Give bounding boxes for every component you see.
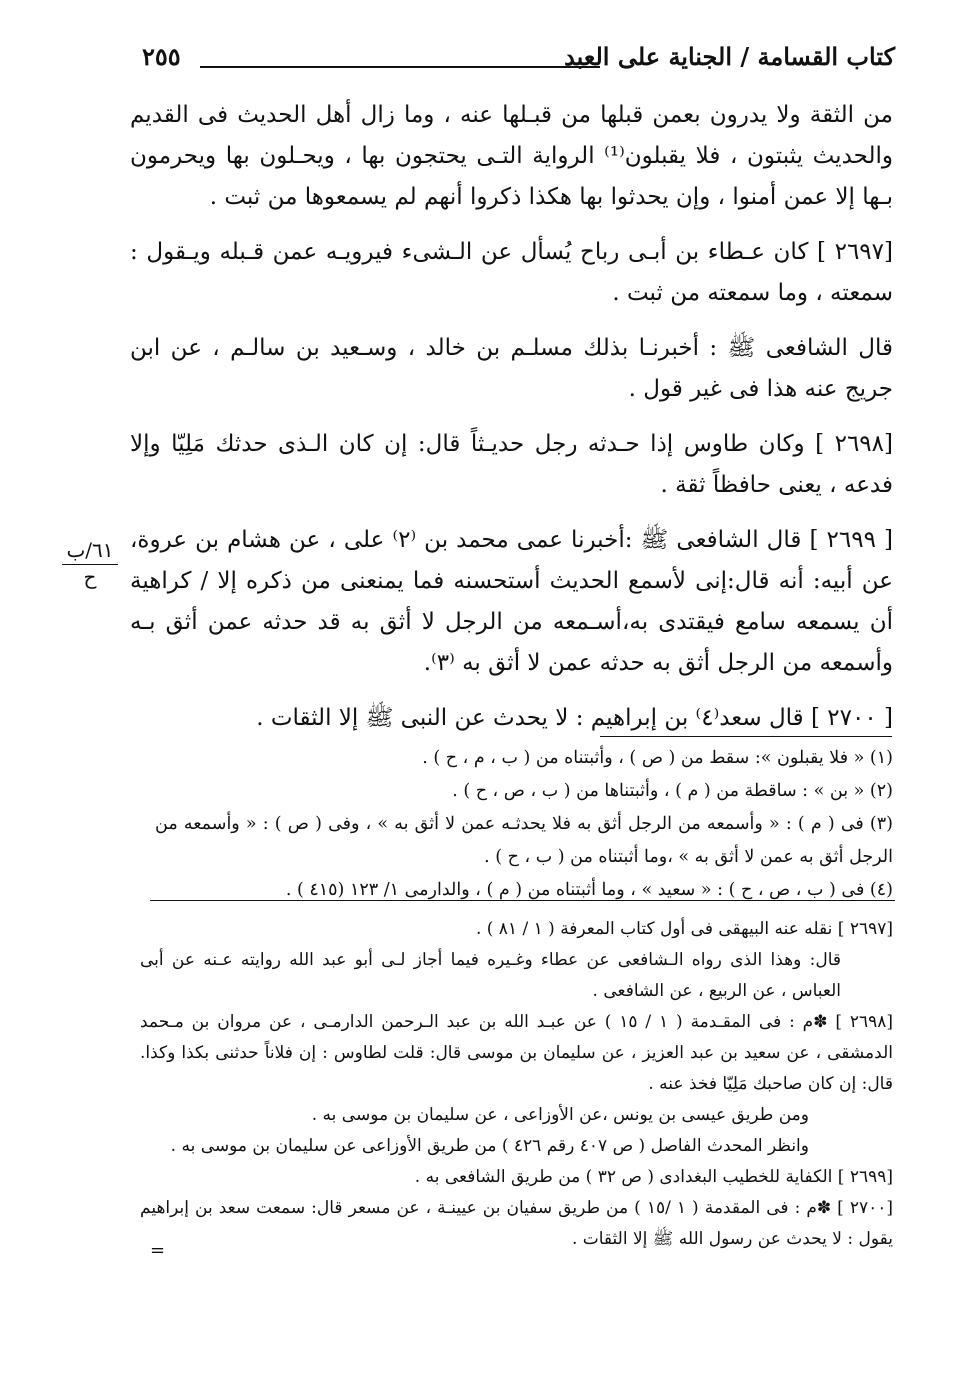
takhrij-note: [٢٦٩٧ ] نقله عنه البيهقى فى أول كتاب المعرفة ( ١ / ٨١ ) .	[475, 919, 893, 939]
margin-note	[62, 538, 118, 589]
main-text	[130, 95, 893, 753]
header-title: كتاب القسامة / الجناية على العبد	[564, 42, 895, 71]
page-number: ٢٥٥	[142, 42, 181, 71]
footnotes	[155, 742, 893, 907]
paragraph: [٢٦٩٧ ] كان عـطاء بن أبـى رباح يُسأل عن الـشىء فيرويـه عمن قـبله ويـقول : سمعته ، وما سمعته من ثبت .	[130, 239, 893, 306]
takhrij-note: [٢٦٩٨ ] ✽م : فى المقـدمة ( ١ / ١٥ ) عن عبـد الله بن عبد الـرحمن الدارمـى ، عن مروان بن مـحمد الدمشقى ، عن سعيد بن عبد العزيز ، عن سليمان بن موسى قال: قلت لطاوس : إن فلاناً حدثنى بكذا وكذا. قال: إن كان صاحبك مَلِيّا فخذ عنه .	[140, 1012, 893, 1094]
footnote: (٢) « بن » : ساقطة من ( م ) ، وأثبتناها من ( ب ، ص ، ح ) .	[452, 781, 893, 801]
footnote: (١) « فلا يقبلون »: سقط من ( ص ) ، وأثبتناه من ( ب ، م ، ح ) .	[422, 748, 893, 768]
takhrij-note: [٢٦٩٩ ] الكفاية للخطيب البغدادى ( ص ٣٢ ) من طريق الشافعى به .	[414, 1167, 893, 1187]
takhrij-note: وانظر المحدث الفاصل ( ص ٤٠٧ رقم ٤٢٦ ) من طريق الأوزاعى عن سليمان بن موسى به .	[170, 1136, 809, 1156]
footnote-rule	[600, 736, 892, 737]
header-rule	[200, 66, 600, 68]
paragraph: [ ٢٧٠٠ ] قال سعد⁽٤⁾ بن إبراهيم : لا يحدث عن النبى ﷺ إلا الثقات .	[256, 705, 893, 731]
footnote: (٤) فى ( ب ، ص ، ح ) : « سعيد » ، وما أثبتناه من ( م ) ، والدارمى ١/ ١٢٣ (٤١٥ ) .	[285, 880, 893, 900]
paragraph: قال الشافعى ﷺ : أخبرنـا بذلك مسلـم بن خالد ، وسـعيد بن سالـم ، عن ابن جريج عنه هذا فى غير قول .	[130, 335, 893, 402]
takhrij-separator	[150, 900, 895, 901]
paragraph: [ ٢٦٩٩ ] قال الشافعى ﷺ :أخبرنا عمى محمد بن ⁽٢⁾ على ، عن هشام بن عروة، عن أبيه: أنه قال:إنى لأسمع الحديث أستحسنه فما يمنعنى من ذكره إلا / كراهية أن يسمعه سامع فيقتدى به،أسـمعه من الرجل لا أثق به قد حدثه عمن أثق بـه وأسمعه من الرجل أثق به حدثه عمن لا أثق به ⁽٣⁾.	[130, 527, 893, 676]
takhrij-notes	[140, 914, 893, 1255]
takhrij-note: قال: وهذا الذى رواه الـشافعى عن عطاء وغـيره فيما أجاز لـى أبو عبد الله روايته عـنه عن أبى العباس ، عن الربيع ، عن الشافعى .	[140, 950, 841, 1001]
margin-note-folio: ٦١/ب	[62, 538, 118, 565]
margin-note-ms: ح	[83, 565, 97, 589]
continuation-mark: =	[150, 1240, 166, 1261]
running-header	[120, 38, 895, 88]
takhrij-note: ومن طريق عيسى بن يونس ،عن الأوزاعى ، عن سليمان بن موسى به .	[311, 1105, 809, 1125]
paragraph: [٢٦٩٨ ] وكان طاوس إذا حـدثه رجل حديـثاً قال: إن كان الـذى حدثك مَلِيّا وإلا فدعه ، يعنى حافظاً ثقة .	[130, 431, 893, 498]
takhrij-note: [٢٧٠٠ ] ✽م : فى المقدمة ( ١ /١٥ ) من طريق سفيان بن عيينـة ، عن مسعر قال: سمعت سعد بن إبراهيم يقول : لا يحدث عن رسول الله ﷺ إلا الثقات .	[140, 1198, 893, 1249]
paragraph: من الثقة ولا يدرون بعمن قبلها من قبـلها عنه ، وما زال أهل الحديث فى القديم والحديث يثبتون ، فلا يقبلون⁽¹⁾ الرواية التـى يحتجون بها ، ويحـلون بها ويحرمون بـها إلا عمن أمنوا ، وإن يحدثوا بها هكذا ذكروا أنهم لم يسمعوها من ثبت .	[130, 102, 893, 210]
footnote: (٣) فى ( م ) : « وأسمعه من الرجل أثق به فلا يحدثـه عمن لا أثق به » ، وفى ( ص ) : « وأسمعه من الرجل أثق به عمن لا أثق به » ،وما أثبتناه من ( ب ، ح ) .	[155, 814, 893, 867]
